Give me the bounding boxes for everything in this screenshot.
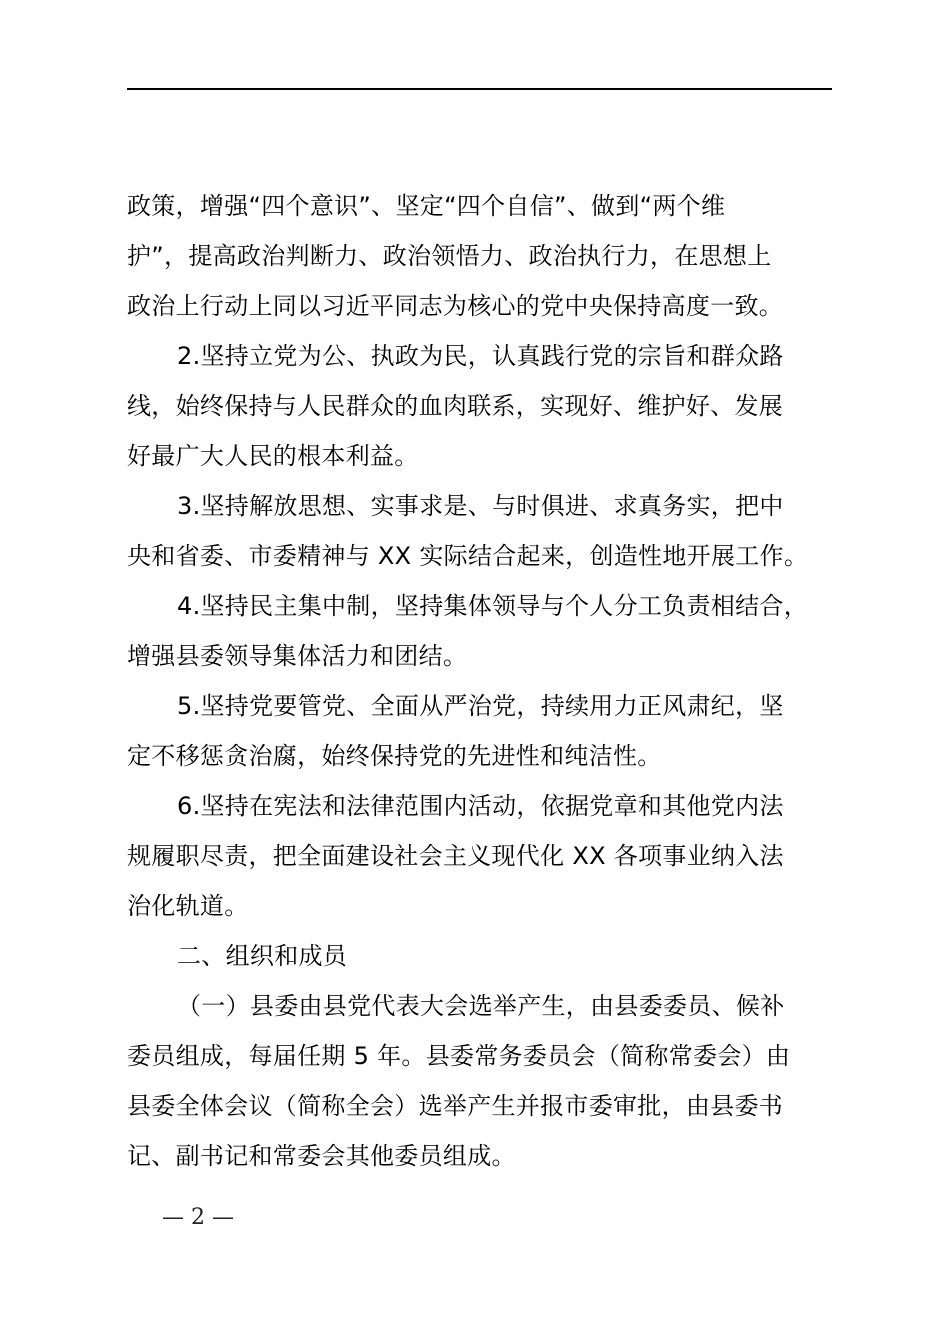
paragraph-6-start: 6.坚持在宪法和法律范围内活动，依据党章和其他党内法 xyxy=(177,792,784,820)
text-line: 政策，增强“四个意识”、坚定“四个自信”、做到“两个维 xyxy=(127,192,726,220)
text-line: 委员组成，每届任期 5 年。县委常务委员会（简称常委会）由 xyxy=(127,1042,791,1070)
paragraph-2-start: 2.坚持立党为公、执政为民，认真践行党的宗旨和群众路 xyxy=(177,342,784,370)
paragraph-3-start: 3.坚持解放思想、实事求是、与时俱进、求真务实，把中 xyxy=(177,492,784,520)
text-line: 线，始终保持与人民群众的血肉联系，实现好、维护好、发展 xyxy=(127,392,784,420)
text-line: 记、副书记和常委会其他委员组成。 xyxy=(127,1142,516,1170)
text-line: 县委全体会议（简称全会）选举产生并报市委审批，由县委书 xyxy=(127,1092,784,1120)
text-line: 好最广大人民的根本利益。 xyxy=(127,442,419,470)
text-line: 规履职尽责，把全面建设社会主义现代化 XX 各项事业纳入法 xyxy=(127,842,784,870)
header-rule xyxy=(127,88,832,90)
subsection-1-start: （一）县委由县党代表大会选举产生，由县委委员、候补 xyxy=(177,992,785,1020)
text-line: 央和省委、市委精神与 XX 实际结合起来，创造性地开展工作。 xyxy=(127,542,809,570)
text-line: 定不移惩贪治腐，始终保持党的先进性和纯洁性。 xyxy=(127,742,662,770)
section-heading: 二、组织和成员 xyxy=(177,942,348,970)
page-number: — 2 — xyxy=(162,1205,234,1230)
paragraph-4-start: 4.坚持民主集中制，坚持集体领导与个人分工负责相结合， xyxy=(177,592,808,620)
document-body xyxy=(127,181,837,1181)
paragraph-5-start: 5.坚持党要管党、全面从严治党，持续用力正风肃纪，坚 xyxy=(177,692,784,720)
text-line: 政治上行动上同以习近平同志为核心的党中央保持高度一致。 xyxy=(127,292,784,320)
text-line: 治化轨道。 xyxy=(127,892,249,920)
text-line: 护”，提高政治判断力、政治领悟力、政治执行力，在思想上 xyxy=(127,242,772,270)
text-line: 增强县委领导集体活力和团结。 xyxy=(127,642,468,670)
